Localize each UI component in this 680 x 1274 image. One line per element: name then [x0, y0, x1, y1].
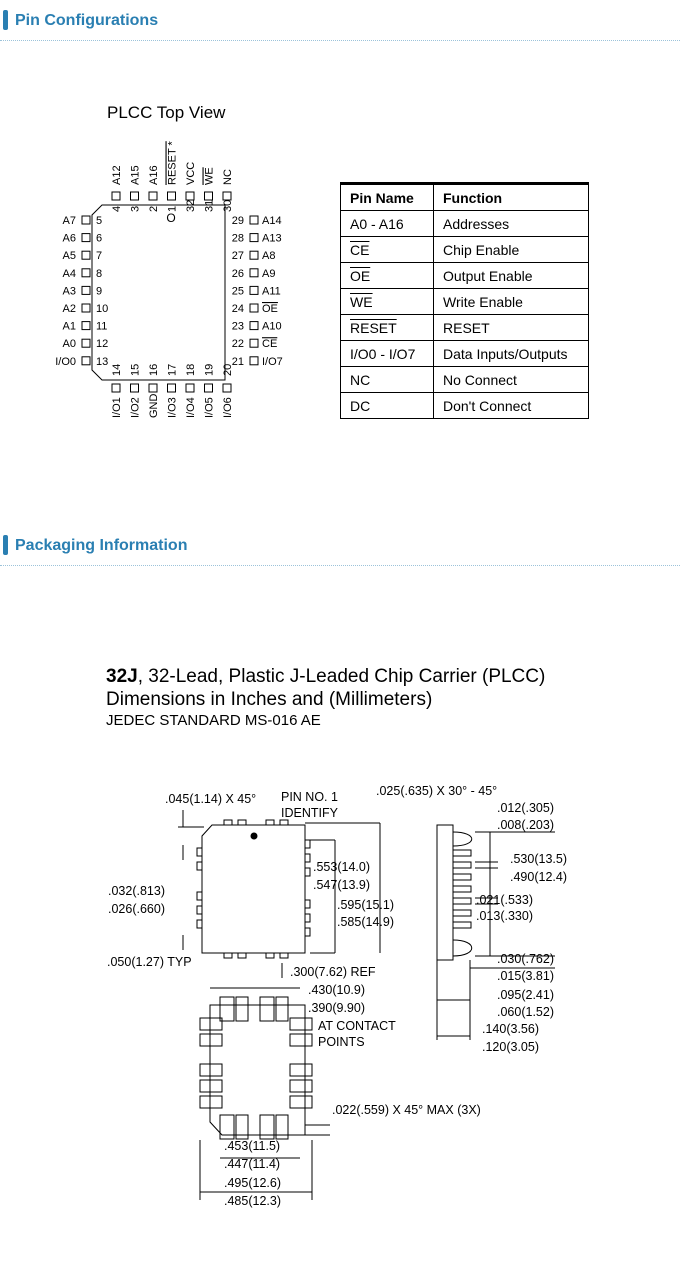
- function-cell: Write Enable: [434, 289, 589, 315]
- top-pin-lead: [149, 192, 157, 200]
- section-bar-icon: [3, 535, 8, 555]
- function-cell: Don't Connect: [434, 393, 589, 419]
- function-cell: Addresses: [434, 211, 589, 237]
- top-pin-number: 30: [222, 199, 234, 212]
- dim-i-min: .015(3.81): [497, 969, 554, 983]
- pin-name-cell: $\overline{WE}$: [341, 289, 434, 315]
- top-pin-label: NC: [222, 169, 234, 185]
- pin-name-cell: RESET: [341, 315, 434, 341]
- dim-pin1-line1: PIN NO. 1: [281, 790, 338, 804]
- bottom-pin-label: I/O3: [166, 397, 179, 418]
- right-pin-number: 28: [231, 232, 244, 245]
- function-cell: RESET: [434, 315, 589, 341]
- dim-j-max: .095(2.41): [497, 988, 554, 1002]
- package-title-rest: , 32-Lead, Plastic J-Leaded Chip Carrier (PLCC): [137, 666, 546, 687]
- dim-k-max: .140(3.56): [482, 1022, 539, 1036]
- bottom-pin-label: I/O2: [129, 397, 142, 418]
- section-divider: [0, 40, 680, 41]
- left-pin-number: 5: [96, 215, 103, 227]
- package-drawing: [0, 780, 680, 1220]
- dim-lead-max: .032(.813): [108, 884, 165, 898]
- right-pin-label: A9: [262, 267, 276, 280]
- table-row: [341, 341, 589, 367]
- dim-d-max: .453(11.5): [224, 1139, 281, 1153]
- left-pin-number: 6: [96, 232, 103, 245]
- right-pin-label: A11: [262, 285, 281, 298]
- function-cell: No Connect: [434, 367, 589, 393]
- bottom-pin-label: I/O6: [222, 397, 234, 418]
- packaging-title: Packaging Information: [15, 537, 188, 554]
- package-standard: JEDEC STANDARD MS-016 AE: [106, 712, 321, 729]
- dim-contact1: AT CONTACT: [318, 1019, 396, 1033]
- dim-pin1-line2: IDENTIFY: [281, 806, 338, 820]
- left-pin-number: 9: [96, 285, 103, 298]
- left-pin-label: A4: [62, 267, 76, 280]
- dim-e-max: .495(12.6): [224, 1176, 281, 1190]
- top-view-body: [202, 825, 305, 953]
- right-pin-number: 25: [231, 285, 244, 298]
- right-pin-lead: [250, 339, 258, 347]
- left-pin-label: A1: [62, 320, 76, 333]
- pin-config-title: Pin Configurations: [15, 12, 159, 29]
- plcc-title: PLCC Top View: [107, 103, 226, 122]
- bottom-pin-label: I/O4: [185, 397, 197, 418]
- pin-table-header: [341, 184, 589, 211]
- top-pin-lead: [186, 192, 194, 200]
- left-pin-number: 10: [96, 303, 109, 315]
- top-pin-number: 31: [203, 199, 216, 212]
- pin-name-cell: NC: [341, 367, 434, 393]
- plcc-diagram: [40, 140, 300, 430]
- right-pin-number: 22: [231, 338, 244, 351]
- dim-g-min: .490(12.4): [510, 870, 567, 884]
- left-pin-number: 8: [96, 267, 103, 280]
- left-pin-label: A2: [62, 303, 76, 315]
- bottom-pin-number: 19: [203, 363, 216, 376]
- dim-pitch: .050(1.27) TYP: [107, 955, 192, 969]
- dim-chamfer: .045(1.14) X 45°: [165, 792, 257, 806]
- dim-a-min: .547(13.9): [313, 878, 370, 892]
- right-pin-label: CE: [262, 338, 278, 351]
- pin-config-header: [0, 6, 680, 44]
- left-pin-lead: [82, 286, 90, 294]
- bottom-pin-number: 15: [129, 363, 142, 376]
- top-pin-lead: [131, 192, 139, 200]
- section-divider: [0, 565, 680, 566]
- right-pin-lead: [250, 251, 258, 259]
- bottom-pin-lead: [186, 384, 194, 392]
- left-pin-label: A0: [62, 338, 76, 351]
- table-row: [341, 367, 589, 393]
- right-pin-lead: [250, 269, 258, 277]
- dim-contact2: POINTS: [318, 1035, 365, 1049]
- dim-b-max: .595(15.1): [337, 898, 394, 912]
- dim-i-max: .030(.762): [497, 952, 554, 966]
- dim-corner: .022(.559) X 45° MAX (3X): [332, 1103, 481, 1117]
- function-cell: Output Enable: [434, 263, 589, 289]
- left-pin-lead: [82, 339, 90, 347]
- dim-f-max: .012(.305): [497, 801, 554, 815]
- dim-f-min: .008(.203): [497, 818, 554, 832]
- dim-lead-min: .026(.660): [108, 902, 165, 916]
- dim-side-chamfer: .025(.635) X 30° - 45°: [376, 784, 498, 798]
- left-pin-lead: [82, 251, 90, 259]
- bottom-pin-lead: [112, 384, 120, 392]
- bottom-pin-number: 17: [166, 363, 179, 376]
- dim-h-min: .013(.330): [476, 909, 533, 923]
- top-pin-label: VCC: [185, 161, 197, 185]
- bottom-pin-number: 20: [222, 363, 234, 376]
- right-pin-lead: [250, 216, 258, 224]
- table-row: [341, 237, 589, 263]
- pin1-dot: [251, 833, 257, 839]
- top-pin-number: 1: [166, 205, 179, 212]
- right-pin-number: 21: [231, 355, 244, 368]
- right-pin-number: 27: [231, 250, 244, 263]
- left-pin-lead: [82, 357, 90, 365]
- left-pin-label: I/O0: [55, 355, 76, 368]
- right-pin-lead: [250, 304, 258, 312]
- top-pin-lead: [168, 192, 176, 200]
- table-row: [341, 289, 589, 315]
- table-row: [341, 315, 589, 341]
- side-view-body: [437, 825, 453, 960]
- function-cell: Data Inputs/Outputs: [434, 341, 589, 367]
- right-pin-number: 24: [231, 303, 244, 315]
- top-pin-lead: [223, 192, 231, 200]
- dim-g-max: .530(13.5): [510, 852, 567, 866]
- pin1-marker: O: [166, 211, 176, 225]
- pin-name-cell: DC: [341, 393, 434, 419]
- function-header: Function: [434, 184, 589, 211]
- top-pin-lead: [205, 192, 213, 200]
- dim-c-min: .390(9.90): [308, 1001, 365, 1015]
- right-pin-label: A13: [262, 232, 282, 245]
- top-pin-number: 2: [148, 205, 160, 212]
- left-pin-label: A3: [62, 285, 76, 298]
- right-pin-lead: [250, 234, 258, 242]
- dim-k-min: .120(3.05): [482, 1040, 539, 1054]
- bottom-pin-lead: [131, 384, 139, 392]
- table-row: [341, 263, 589, 289]
- table-row: [341, 211, 589, 237]
- left-pin-lead: [82, 322, 90, 330]
- pin-table: [340, 182, 589, 419]
- bottom-pin-lead: [205, 384, 213, 392]
- right-pin-lead: [250, 286, 258, 294]
- dim-e-min: .485(12.3): [224, 1194, 281, 1208]
- top-pin-number: 3: [129, 205, 142, 212]
- top-pin-label: A16: [148, 165, 160, 185]
- bottom-pin-lead: [149, 384, 157, 392]
- right-pin-lead: [250, 322, 258, 330]
- dim-b-min: .585(14.9): [337, 915, 394, 929]
- dim-j-min: .060(1.52): [497, 1005, 554, 1019]
- package-subtitle: Dimensions in Inches and (Millimeters): [106, 689, 433, 710]
- chip-body: [92, 205, 225, 380]
- right-pin-number: 29: [231, 215, 244, 227]
- section-bar-icon: [3, 10, 8, 30]
- packaging-header: [0, 531, 680, 569]
- dim-ref: .300(7.62) REF: [290, 965, 376, 979]
- left-pin-lead: [82, 234, 90, 242]
- bottom-pin-number: 18: [185, 363, 197, 376]
- left-pin-number: 7: [96, 250, 103, 263]
- right-pin-label: I/O7: [262, 355, 283, 368]
- top-pin-number: 32: [185, 199, 197, 212]
- bottom-pin-label: I/O1: [111, 397, 123, 418]
- left-pin-lead: [82, 269, 90, 277]
- pin-name-cell: A0 - A16: [341, 211, 434, 237]
- right-pin-number: 23: [231, 320, 244, 333]
- top-pin-lead: [112, 192, 120, 200]
- right-pin-label: OE: [262, 303, 278, 315]
- pin-name-cell: $\overline{OE}$: [341, 263, 434, 289]
- top-pin-number: 4: [111, 205, 123, 212]
- top-pin-label: RESET *: [166, 141, 179, 185]
- bottom-pin-lead: [168, 384, 176, 392]
- right-pin-lead: [250, 357, 258, 365]
- bottom-pin-number: 16: [148, 363, 160, 376]
- dim-d-min: .447(11.4): [224, 1157, 281, 1171]
- left-pin-label: A7: [62, 215, 76, 227]
- top-pin-label: A12: [111, 165, 123, 185]
- bottom-pin-label: I/O5: [203, 397, 216, 418]
- pin-name-cell: $\overline{CE}$: [341, 237, 434, 263]
- package-title: [106, 666, 545, 688]
- top-pin-label: WE: [203, 167, 216, 185]
- left-pin-number: 13: [96, 355, 109, 368]
- right-pin-label: A10: [262, 320, 282, 333]
- right-pin-number: 26: [231, 267, 244, 280]
- left-pin-label: A5: [62, 250, 76, 263]
- top-pin-label: A15: [129, 165, 142, 185]
- dim-h-max: .021(.533): [476, 893, 533, 907]
- bottom-pin-label: GND: [148, 393, 160, 418]
- right-pin-label: A8: [262, 250, 276, 263]
- pin-name-cell: I/O0 - I/O7: [341, 341, 434, 367]
- left-pin-lead: [82, 304, 90, 312]
- plcc-pins: [55, 140, 283, 418]
- package-code: 32J: [106, 666, 138, 687]
- bottom-pin-number: 14: [111, 363, 123, 376]
- function-cell: Chip Enable: [434, 237, 589, 263]
- left-pin-number: 12: [96, 338, 109, 351]
- left-pin-number: 11: [96, 320, 108, 333]
- dim-c-max: .430(10.9): [308, 983, 365, 997]
- table-row: [341, 393, 589, 419]
- right-pin-label: A14: [262, 215, 282, 227]
- bottom-pin-lead: [223, 384, 231, 392]
- dim-a-max: .553(14.0): [313, 860, 370, 874]
- left-pin-label: A6: [62, 232, 76, 245]
- left-pin-lead: [82, 216, 90, 224]
- pin-name-header: Pin Name: [341, 184, 434, 211]
